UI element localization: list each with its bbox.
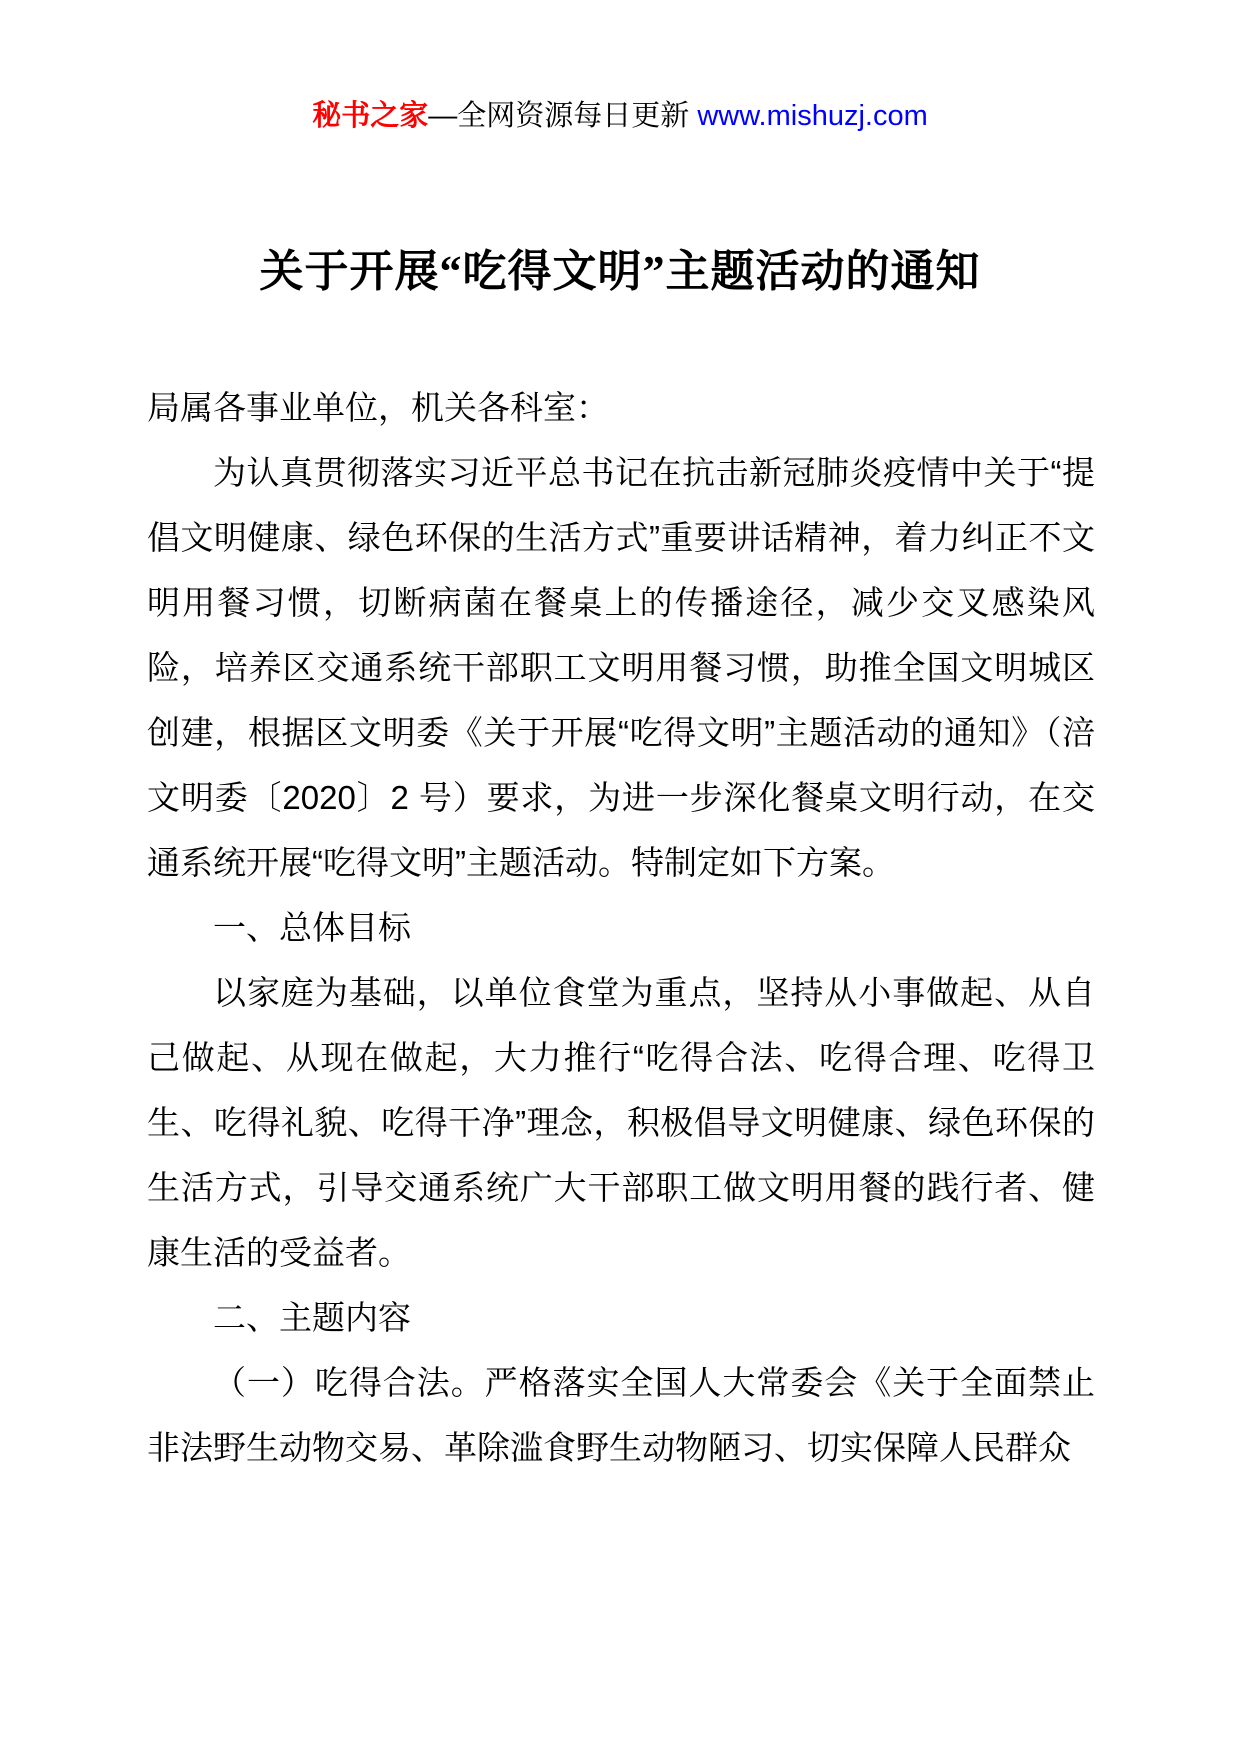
section-heading-theme-content: 二、主题内容 [213, 1299, 411, 1336]
paragraph-theme-item-1: （一）吃得合法。严格落实全国人大常委会《关于全面禁止非法野生动物交易、革除滥食野生动物陋习、切实保障人民群众 [147, 1364, 1095, 1466]
page-header [0, 98, 1240, 135]
document-body [147, 375, 1095, 1480]
section-heading-overall-goal: 一、总体目标 [213, 909, 411, 946]
paragraph-overall-goal: 以家庭为基础，以单位食堂为重点，坚持从小事做起、从自己做起、从现在做起，大力推行“吃得合法、吃得合理、吃得卫生、吃得礼貌、吃得干净”理念，积极倡导文明健康、绿色环保的生活方式，引导交通系统广大干部职工做文明用餐的践行者、健康生活的受益者。 [147, 974, 1095, 1271]
site-url-link[interactable]: www.mishuzj.com [697, 100, 928, 132]
paragraph-intro: 为认真贯彻落实习近平总书记在抗击新冠肺炎疫情中关于“提倡文明健康、绿色环保的生活方式”重要讲话精神，着力纠正不文明用餐习惯，切断病菌在餐桌上的传播途径，减少交叉感染风险，培养区交通系统干部职工文明用餐习惯，助推全国文明城区创建，根据区文明委《关于开展“吃得文明”主题活动的通知》（涪文明委〔2020〕2 号）要求，为进一步深化餐桌文明行动，在交通系统开展“吃得文明”主题活动。特制定如下方案。 [147, 454, 1095, 881]
brand-text: 秘书之家 [312, 100, 429, 132]
header-tagline: —全网资源每日更新 [428, 100, 698, 132]
document-title: 关于开展“吃得文明”主题活动的通知 [259, 247, 981, 296]
salutation-line: 局属各事业单位，机关各科室： [147, 389, 609, 426]
